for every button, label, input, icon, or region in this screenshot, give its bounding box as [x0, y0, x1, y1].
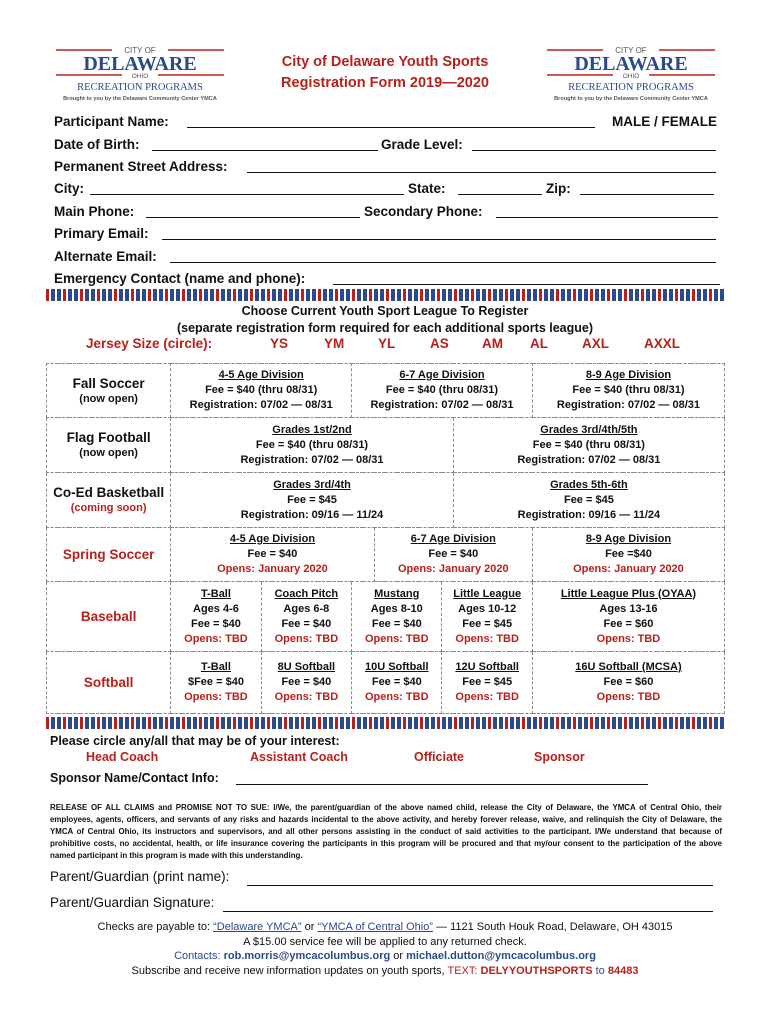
division-opens: Opens: TBD [596, 632, 661, 645]
division-fee: Fee = $40 (thru 08/31) [385, 384, 499, 396]
sport-status: (coming soon) [70, 502, 147, 514]
division-title: Grades 3rd/4th [273, 478, 351, 491]
division-title: 6-7 Age Division [399, 369, 485, 381]
division-fee: Fee =$40 [605, 548, 652, 560]
release-of-claims: RELEASE OF ALL CLAIMS and PROMISE NOT TO SUE: I/We, the parent/guardian of the above named child, release the City of Delaware, the YMCA of Central Ohio, their employees, agents, officers, and servants of any risks and hazards incidental to the above activity, and hereby forever release, waive, and relinquish the City of Delaware, the YMCA of Central Ohio, its instructors and supervisors, and all other persons assisting in the conduct of said activities to the participant. I/We understand that because of prohibitive costs, no accidental, health, or life insurance covering the participants in this program will be procured and that my/our consent to the participation of the above named participant in this program is made with this understanding. [50, 803, 722, 860]
table-row-fall-soccer [47, 364, 725, 418]
division-opens: Opens: TBD [455, 632, 519, 645]
logo-ohio: OHIO [131, 73, 149, 80]
signature-label: Parent/Guardian Signature: [50, 895, 215, 910]
delaware-recreation-logo-left [50, 44, 230, 104]
division-title: Little League [453, 587, 522, 600]
division-fee: Fee = $40 (thru 08/31) [205, 384, 318, 396]
sponsor-info-label: Sponsor Name/Contact Info: [50, 771, 219, 785]
division-opens: Opens: TBD [274, 632, 339, 645]
division-title: 12U Softball [455, 661, 519, 673]
division-title: 4-5 Age Division [229, 533, 316, 545]
division-opens: Opens: TBD [274, 691, 339, 703]
grade-label: Grade Level: [381, 137, 463, 152]
logo-city-of: CITY OF [615, 46, 647, 55]
division-fee: Fee = $40 (thru 08/31) [255, 438, 369, 451]
signature-field[interactable] [223, 911, 713, 912]
division-cell[interactable] [442, 582, 532, 652]
division-title: 16U Softball (MCSA) [575, 661, 682, 673]
division-fee: Fee = $45 [462, 617, 513, 630]
text-number: 84483 [607, 965, 639, 977]
division-cell[interactable] [171, 364, 352, 418]
division-fee: Fee = $45 [287, 493, 337, 506]
division-title: 8U Softball [277, 661, 336, 673]
division-fee: Fee = $40 [428, 548, 479, 560]
checks-payable-line [46, 921, 724, 933]
division-fee: Fee = $40 (thru 08/31) [572, 384, 685, 396]
division-title: Grades 5th-6th [550, 478, 628, 491]
division-fee: Fee = $40 [371, 676, 422, 688]
division-fee: Fee = $40 [247, 548, 298, 560]
division-registration: Registration: 07/02 — 08/31 [556, 399, 700, 411]
sport-name: Spring Soccer [62, 547, 155, 562]
sport-status: (now open) [79, 447, 138, 459]
division-fee: $Fee = $40 [187, 676, 244, 688]
print-name-field[interactable] [247, 885, 713, 886]
delaware-recreation-logo-right [541, 44, 721, 104]
logo-ohio: OHIO [622, 73, 640, 80]
division-opens: Opens: TBD [364, 632, 429, 645]
city-field[interactable] [90, 194, 404, 195]
division-registration: Registration: 07/02 — 08/31 [240, 453, 384, 466]
jersey-size-as[interactable]: AS [430, 336, 449, 351]
division-fee: Fee = $40 [371, 617, 422, 630]
emergency-contact-label: Emergency Contact (name and phone): [54, 271, 306, 286]
division-fee: Fee = $45 [563, 493, 614, 506]
logo-rec: RECREATION PROGRAMS [77, 82, 203, 93]
division-ages: Ages 6-8 [283, 602, 330, 615]
division-title: 6-7 Age Division [410, 533, 496, 545]
sponsor-info-field[interactable] [236, 784, 648, 785]
interest-heading: Please circle any/all that may be of your interest: [50, 734, 340, 748]
sport-cell-fall-soccer[interactable] [47, 364, 171, 418]
table-row-basketball [47, 473, 725, 528]
division-opens: Opens: TBD [455, 691, 519, 703]
payee-delaware-ymca: “Delaware YMCA” [213, 921, 302, 933]
primary-email-label: Primary Email: [54, 226, 149, 241]
sport-cell-basketball[interactable] [47, 473, 171, 528]
logo-delaware: DELAWARE [574, 53, 688, 75]
division-title: Coach Pitch [274, 587, 339, 600]
text-label: TEXT: [447, 965, 481, 977]
division-fee: Fee = $60 [603, 676, 654, 688]
address-label: Permanent Street Address: [54, 159, 228, 174]
interest-officiate[interactable]: Officiate [414, 750, 465, 764]
logo-brought: Brought to you by the Delaware Community Center YMCA [63, 96, 217, 102]
division-cell[interactable] [261, 652, 351, 714]
or-text: or [390, 950, 407, 962]
division-title: 4-5 Age Division [218, 369, 304, 381]
division-cell[interactable] [171, 528, 374, 582]
main-phone-field[interactable] [146, 217, 360, 218]
table-row-baseball [47, 582, 725, 652]
contacts-line [46, 950, 724, 962]
division-ages: Ages 10-12 [458, 602, 517, 615]
table-row-flag-football [47, 418, 725, 473]
division-ages: Ages 8-10 [370, 602, 423, 615]
division-opens: Opens: January 2020 [397, 563, 509, 575]
division-title: Little League Plus (OYAA) [560, 587, 697, 600]
address-field[interactable] [247, 172, 716, 173]
title-line-2: Registration Form 2019—2020 [281, 75, 489, 91]
division-opens: Opens: TBD [596, 691, 661, 703]
division-registration: Registration: 09/16 — 11/24 [517, 508, 661, 521]
main-phone-label: Main Phone: [54, 204, 135, 219]
state-field[interactable] [458, 194, 542, 195]
jersey-size-am[interactable]: AM [482, 336, 503, 351]
division-title: Mustang [374, 587, 420, 600]
subscribe-line [46, 965, 724, 977]
division-fee: Fee = $60 [603, 617, 654, 630]
jersey-size-ys[interactable]: YS [270, 336, 289, 351]
sport-name: Co-Ed Basketball [53, 485, 165, 500]
division-cell[interactable] [532, 652, 724, 714]
alternate-email-label: Alternate Email: [54, 249, 157, 264]
league-subheading: (separate registration form required for each additional sports league) [176, 321, 594, 335]
sport-cell-softball[interactable] [47, 652, 171, 714]
payee-ymca-central-ohio: “YMCA of Central Ohio” [317, 921, 433, 933]
alternate-email-field[interactable] [170, 262, 716, 263]
division-cell[interactable] [453, 418, 724, 473]
participant-name-field[interactable] [187, 127, 595, 128]
division-opens: Opens: January 2020 [573, 563, 684, 575]
division-cell[interactable] [532, 582, 724, 652]
zip-label: Zip: [546, 181, 571, 196]
city-label: City: [54, 181, 84, 196]
table-row-spring-soccer [47, 528, 725, 582]
division-cell[interactable] [442, 652, 532, 714]
division-title: 8-9 Age Division [585, 369, 672, 381]
jersey-size-al[interactable]: AL [530, 336, 548, 351]
division-fee: Fee = $40 (thru 08/31) [532, 438, 645, 451]
division-fee: Fee = $40 [191, 617, 241, 630]
state-label: State: [408, 181, 446, 196]
contact-email-michael-dutton[interactable]: michael.dutton@ymcacolumbus.org [406, 950, 596, 962]
logo-brought: Brought to you by the Delaware Community Center YMCA [554, 96, 708, 102]
print-name-label: Parent/Guardian (print name): [50, 869, 230, 884]
division-registration: Registration: 09/16 — 11/24 [240, 508, 384, 521]
division-opens: Opens: TBD [184, 691, 248, 703]
contacts-label: Contacts: [174, 950, 224, 962]
division-cell[interactable] [352, 652, 442, 714]
division-cell[interactable] [171, 582, 261, 652]
sport-name: Flag Football [66, 430, 151, 445]
division-fee: Fee = $45 [462, 676, 513, 688]
division-opens: Opens: TBD [364, 691, 429, 703]
league-schedule-table [46, 363, 725, 714]
contact-email-rob-morris[interactable]: rob.morris@ymcacolumbus.org [223, 950, 391, 962]
logo-delaware: DELAWARE [83, 53, 197, 75]
division-cell[interactable] [261, 582, 351, 652]
sport-name: Baseball [80, 609, 137, 624]
division-ages: Ages 4-6 [193, 602, 239, 615]
secondary-phone-field[interactable] [496, 217, 718, 218]
division-title: 8-9 Age Division [585, 533, 672, 545]
checks-prefix: Checks are payable to: [97, 921, 214, 933]
interest-head-coach[interactable]: Head Coach [86, 750, 159, 764]
sport-cell-flag-football[interactable] [47, 418, 171, 473]
sport-cell-baseball[interactable] [47, 582, 171, 652]
division-title: Grades 3rd/4th/5th [540, 423, 638, 436]
title-line-1: City of Delaware Youth Sports [281, 54, 489, 70]
zip-field[interactable] [580, 194, 714, 195]
division-cell[interactable] [532, 364, 724, 418]
league-heading: Choose Current Youth Sport League To Register [241, 304, 529, 318]
division-registration: Registration: 07/02 — 08/31 [517, 453, 661, 466]
division-ages: Ages 13-16 [599, 602, 658, 615]
division-cell[interactable] [352, 582, 442, 652]
divider-band-top [46, 289, 724, 301]
table-row-softball [47, 652, 725, 714]
jersey-size-axl[interactable]: AXL [582, 336, 609, 351]
dob-field[interactable] [152, 150, 378, 151]
division-title: Grades 1st/2nd [272, 423, 352, 436]
secondary-phone-label: Secondary Phone: [364, 204, 483, 219]
sport-cell-spring-soccer[interactable] [47, 528, 171, 582]
logo-city-of: CITY OF [124, 46, 156, 55]
division-title: T-Ball [200, 661, 231, 673]
division-title: 10U Softball [364, 661, 429, 673]
division-title: T-Ball [200, 587, 231, 600]
division-registration: Registration: 07/02 — 08/31 [370, 399, 514, 411]
interest-assistant-coach[interactable]: Assistant Coach [250, 750, 348, 764]
mailing-address: — 1121 South Houk Road, Delaware, OH 43015 [432, 921, 673, 933]
text-keyword: DELYYOUTHSPORTS [480, 965, 593, 977]
division-fee: Fee = $40 [281, 676, 332, 688]
to-text: to [592, 965, 608, 977]
logo-rec: RECREATION PROGRAMS [568, 82, 694, 93]
division-opens: Opens: January 2020 [217, 563, 328, 575]
division-cell[interactable] [171, 473, 453, 528]
jersey-size-axxl[interactable]: AXXL [644, 336, 681, 351]
sport-name: Fall Soccer [72, 375, 145, 391]
division-fee: Fee = $40 [281, 617, 332, 630]
emergency-contact-field[interactable] [333, 284, 720, 285]
participant-name-label: Participant Name: [54, 114, 169, 129]
sport-status: (now open) [79, 392, 138, 405]
sport-name: Softball [83, 675, 134, 690]
jersey-size-yl[interactable]: YL [378, 336, 396, 351]
jersey-size-ym[interactable]: YM [324, 336, 345, 351]
division-cell[interactable] [374, 528, 532, 582]
interest-sponsor[interactable]: Sponsor [534, 750, 585, 764]
subscribe-text: Subscribe and receive new information updates on youth sports, [131, 965, 448, 977]
form-title [240, 52, 530, 94]
dob-label: Date of Birth: [54, 137, 140, 152]
gender-option[interactable]: MALE / FEMALE [612, 114, 717, 129]
division-cell[interactable] [171, 418, 453, 473]
returned-check-fee: A $15.00 service fee will be applied to any returned check. [243, 936, 527, 948]
primary-email-field[interactable] [162, 239, 716, 240]
division-cell[interactable] [171, 652, 261, 714]
division-opens: Opens: TBD [184, 632, 248, 645]
divider-band-bottom [46, 717, 724, 729]
division-cell[interactable] [453, 473, 724, 528]
division-registration: Registration: 07/02 — 08/31 [189, 399, 333, 411]
or-text: or [301, 921, 318, 933]
jersey-size-label: Jersey Size (circle): [86, 336, 213, 351]
division-cell[interactable] [352, 364, 533, 418]
division-cell[interactable] [532, 528, 724, 582]
grade-field[interactable] [472, 150, 716, 151]
